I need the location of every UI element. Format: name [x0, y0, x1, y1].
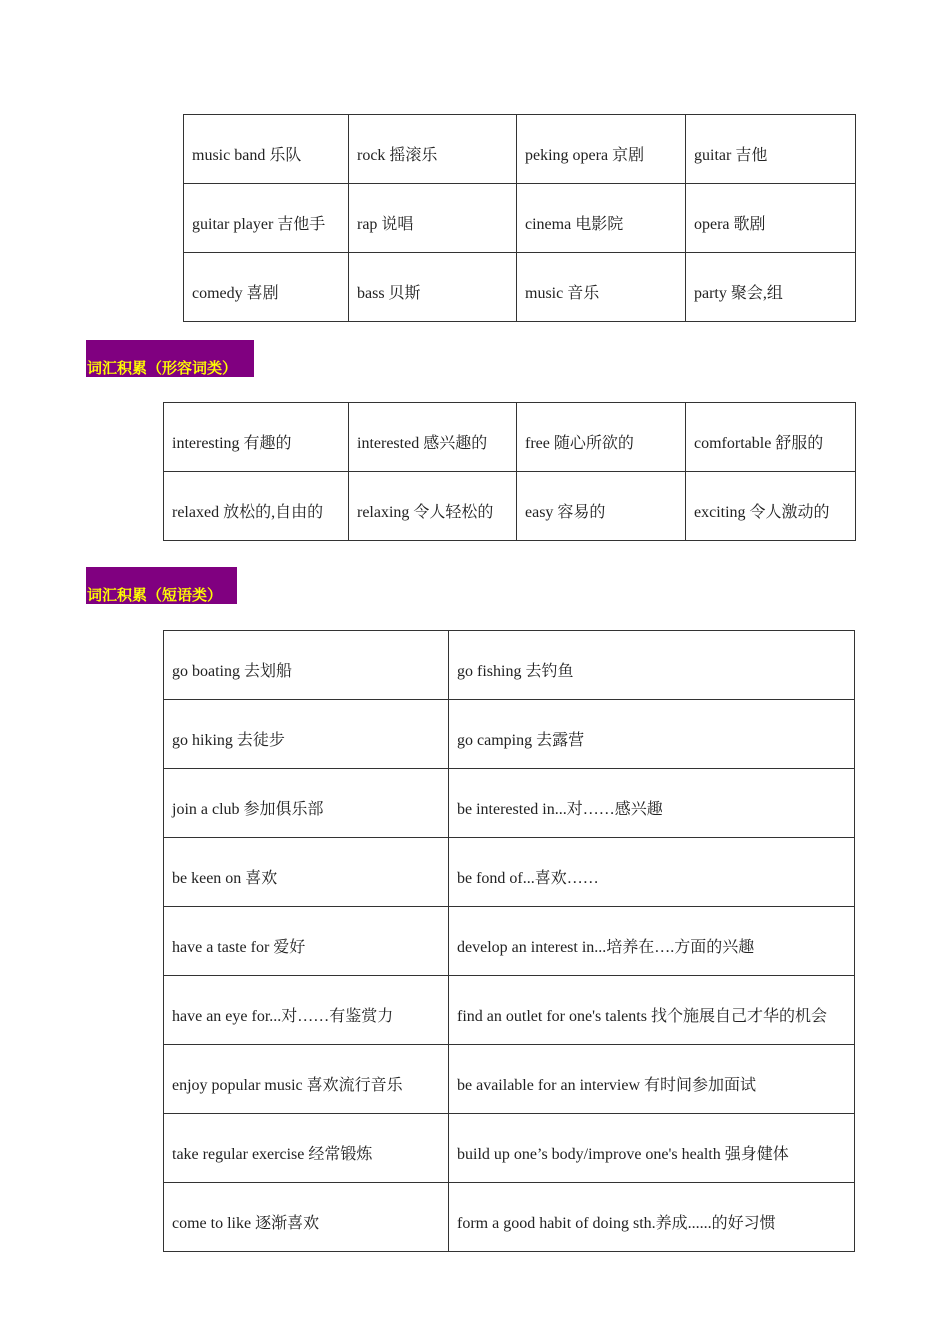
table-cell: have an eye for...对……有鉴赏力 — [164, 976, 449, 1045]
table-cell: rap 说唱 — [349, 184, 517, 253]
table-cell: opera 歌剧 — [686, 184, 856, 253]
table-cell: go boating 去划船 — [164, 631, 449, 700]
phrases-table — [163, 630, 855, 1252]
phrases-heading: 词汇积累（短语类） — [86, 567, 237, 604]
table-cell: build up one’s body/improve one's health 强身健体 — [449, 1114, 855, 1183]
table-cell: free 随心所欲的 — [517, 403, 686, 472]
table-cell: form a good habit of doing sth.养成......的好习惯 — [449, 1183, 855, 1252]
table-cell: be interested in...对……感兴趣 — [449, 769, 855, 838]
table-row — [164, 838, 855, 907]
table-row — [164, 907, 855, 976]
table-cell: music band 乐队 — [184, 115, 349, 184]
table-cell: cinema 电影院 — [517, 184, 686, 253]
table-cell: find an outlet for one's talents 找个施展自己才华的机会 — [449, 976, 855, 1045]
table-row — [164, 700, 855, 769]
adjectives-table — [163, 402, 856, 541]
table-cell: enjoy popular music 喜欢流行音乐 — [164, 1045, 449, 1114]
table-row — [184, 184, 856, 253]
table-cell: go camping 去露营 — [449, 700, 855, 769]
table-cell: take regular exercise 经常锻炼 — [164, 1114, 449, 1183]
table-row — [164, 1183, 855, 1252]
table-cell: relaxed 放松的,自由的 — [164, 472, 349, 541]
table-row — [164, 403, 856, 472]
table-cell: go hiking 去徒步 — [164, 700, 449, 769]
table-cell: be fond of...喜欢…… — [449, 838, 855, 907]
table-cell: comfortable 舒服的 — [686, 403, 856, 472]
table-row — [164, 1045, 855, 1114]
nouns-table — [183, 114, 856, 322]
table-cell: music 音乐 — [517, 253, 686, 322]
table-cell: come to like 逐渐喜欢 — [164, 1183, 449, 1252]
table-cell: guitar player 吉他手 — [184, 184, 349, 253]
table-cell: interesting 有趣的 — [164, 403, 349, 472]
table-cell: go fishing 去钓鱼 — [449, 631, 855, 700]
table-cell: easy 容易的 — [517, 472, 686, 541]
table-cell: join a club 参加俱乐部 — [164, 769, 449, 838]
table-cell: comedy 喜剧 — [184, 253, 349, 322]
table-cell: guitar 吉他 — [686, 115, 856, 184]
table-cell: have a taste for 爱好 — [164, 907, 449, 976]
table-row — [164, 472, 856, 541]
adjectives-heading: 词汇积累（形容词类） — [86, 340, 254, 377]
table-row — [164, 976, 855, 1045]
table-cell: exciting 令人激动的 — [686, 472, 856, 541]
table-row — [164, 769, 855, 838]
table-row — [184, 253, 856, 322]
table-row — [184, 115, 856, 184]
table-cell: be keen on 喜欢 — [164, 838, 449, 907]
table-cell: bass 贝斯 — [349, 253, 517, 322]
table-cell: relaxing 令人轻松的 — [349, 472, 517, 541]
table-cell: develop an interest in...培养在….方面的兴趣 — [449, 907, 855, 976]
table-cell: party 聚会,组 — [686, 253, 856, 322]
table-row — [164, 1114, 855, 1183]
table-cell: be available for an interview 有时间参加面试 — [449, 1045, 855, 1114]
table-cell: peking opera 京剧 — [517, 115, 686, 184]
table-cell: rock 摇滚乐 — [349, 115, 517, 184]
table-cell: interested 感兴趣的 — [349, 403, 517, 472]
table-row — [164, 631, 855, 700]
